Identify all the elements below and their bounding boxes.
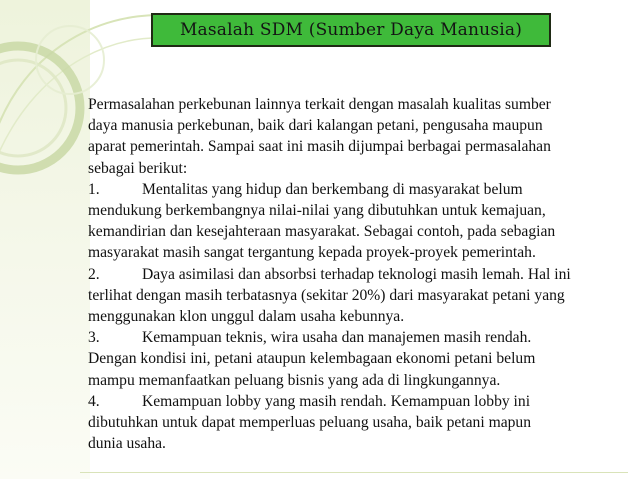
item-line: mendukung berkembangnya nilai-nilai yang dibutuhkan untuk kemajuan,: [88, 202, 546, 220]
item-line: dibutuhkan untuk dapat memperluas peluang usaha, baik petani mapun: [88, 414, 532, 432]
item-first-line: Kemampuan teknis, wira usaha dan manajemen masih rendah.: [142, 329, 532, 347]
intro-line: Permasalahan perkebunan lainnya terkait dengan masalah kualitas sumber: [88, 96, 551, 113]
intro-paragraph: [88, 94, 618, 179]
list-item-3: [88, 327, 618, 391]
item-line: terlihat dengan masih terbatasnya (sekitar 20%) dari masyarakat petani yang: [88, 286, 565, 304]
footer-divider: [80, 472, 628, 473]
item-line: mampu memanfaatkan peluang bisnis yang ada di lingkungannya.: [88, 371, 501, 389]
item-line: Dengan kondisi ini, petani ataupun kelembagaan ekonomi petani belum: [88, 350, 536, 368]
item-line: kemandirian dan kesejahteraan masyarakat. Sebagai contoh, pada sebagian: [88, 223, 556, 241]
intro-line: daya manusia perkebunan, baik dari kalangan petani, pengusaha maupun: [88, 117, 543, 135]
list-item-1: [88, 179, 618, 264]
item-number: 1.: [88, 180, 100, 198]
title-box: [151, 13, 551, 47]
slide-title: Masalah SDM (Sumber Daya Manusia): [179, 20, 523, 40]
item-first-line: Mentalitas yang hidup dan berkembang di masyarakat belum: [142, 180, 523, 198]
item-line: masyarakat masih sangat tergantung kepada proyek-proyek pemerintah.: [88, 244, 536, 262]
item-number: 2.: [88, 265, 100, 283]
list-item-2: [88, 264, 618, 328]
item-number: 4.: [88, 392, 100, 410]
item-first-line: Daya asimilasi dan absorbsi terhadap teknologi masih lemah. Hal ini: [142, 265, 571, 283]
item-line: menggunakan klon unggul dalam usaha kebunnya.: [88, 308, 405, 326]
item-number: 3.: [88, 329, 100, 347]
list-item-4: [88, 391, 618, 455]
intro-line: aparat pemerintah. Sampai saat ini masih dijumpai berbagai permasalahan: [88, 138, 551, 156]
item-first-line: Kemampuan lobby yang masih rendah. Kemampuan lobby ini: [142, 392, 531, 410]
intro-line: sebagai berikut:: [88, 159, 188, 177]
item-line: dunia usaha.: [88, 435, 166, 453]
body-text: [88, 94, 618, 454]
